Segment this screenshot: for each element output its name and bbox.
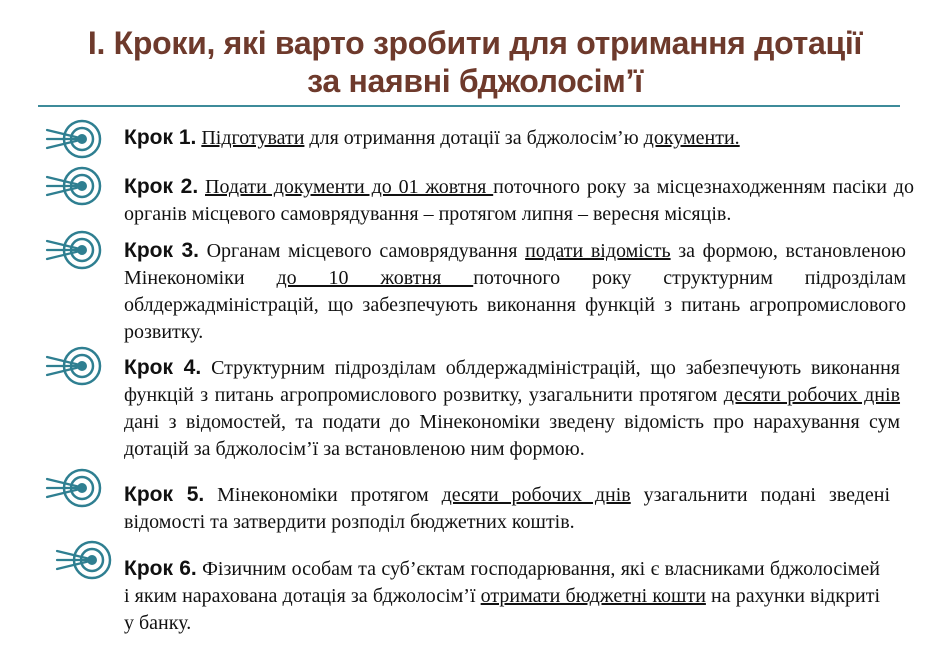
step-4 (124, 354, 900, 463)
step-text (124, 357, 900, 460)
target-arrow-icon (54, 538, 114, 582)
step-text: Мінекономіки протягом (204, 484, 442, 506)
step-text: узагальнити подані зведені відомості та затвердити розподіл бюджетних коштів. (124, 484, 891, 533)
step-2 (124, 173, 914, 228)
emphasis-receive-funds: отримати бюджетні кошти (480, 585, 706, 607)
target-arrow-icon (44, 164, 104, 208)
step-text: за формою, встановленою Мінекономіки (124, 240, 906, 289)
step-text: поточного року за місцезнаходженням пасіки до органів місцевого самоврядування – протягом липня – вересня місяців. (124, 176, 914, 225)
step-label: Крок 2. (124, 175, 199, 198)
step-label: Крок 5. (124, 483, 205, 506)
emphasis-documents: документи. (643, 127, 740, 149)
page-title-line-1: I. Кроки, які варто зробити для отримання дотації (87, 25, 863, 61)
step-label: Крок 4. (124, 356, 202, 379)
target-arrow-icon (44, 117, 104, 161)
title-divider (38, 105, 900, 107)
step-5 (124, 481, 890, 536)
emphasis-ten-working-days: десяти робочих днів (723, 384, 901, 406)
step-3 (124, 237, 906, 346)
step-label: Крок 1. (124, 126, 197, 149)
step-text-segment: Структурним підрозділам облдержадміністрацій, що забезпечують виконання функцій з питань агропромислового розвитку, узагальнити протягом (124, 357, 900, 406)
emphasis-deadline: Подати документи до 01 жовтня (205, 176, 494, 198)
step-label: Крок 6. (124, 557, 197, 580)
step-label: Крок 3. (124, 239, 199, 262)
emphasis-deadline: до 10 жовтня (276, 267, 474, 289)
step-6 (124, 555, 880, 637)
step-1 (124, 124, 824, 152)
emphasis-prepare: Підготувати (201, 127, 305, 149)
target-arrow-icon (44, 344, 104, 388)
step-text-segment: дані з відомостей, та подати до Мінекономіки зведену відомість про нарахування сум дотацій за бджолосім’ї за встановленою ним формою. (124, 411, 900, 460)
emphasis-submit-statement: подати відомість (525, 240, 671, 262)
target-arrow-icon (44, 466, 104, 510)
step-text: поточного року структурним підрозділам облдержадміністрацій, що забезпечують виконання функцій з питань агропромислового розвитку. (124, 267, 906, 343)
emphasis-ten-working-days: десяти робочих днів (441, 484, 631, 506)
step-text: Фізичним особам та суб’єктам господарювання, які є власниками бджолосімей і яким нарахована дотація за бджолосім’ї (124, 558, 880, 607)
target-arrow-icon (44, 228, 104, 272)
step-text: на рахунки відкриті у банку. (124, 585, 881, 634)
step-text: для отримання дотації за бджолосім’ю (304, 127, 644, 149)
step-text: Органам місцевого самоврядування (198, 240, 526, 262)
step-text (198, 176, 205, 198)
page-title (0, 24, 950, 100)
page-title-line-2: за наявні бджолосім’ї (307, 63, 643, 99)
